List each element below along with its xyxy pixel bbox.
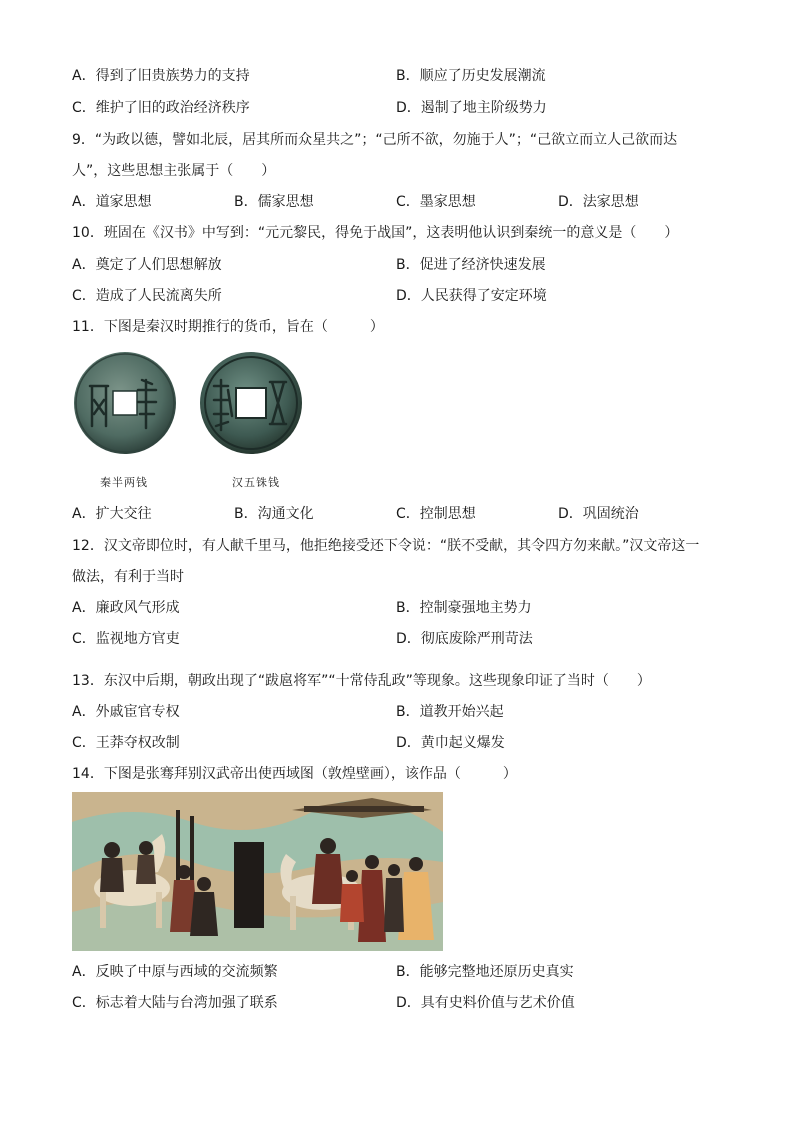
q10-option-b[interactable]: B．促进了经济快速发展 [396, 257, 546, 273]
q10-stem-line1: 10．班固在《汉书》中写到：“元元黎民，得免于战国”，这表明他认识到秦统一的意义是（ ） [72, 225, 679, 241]
zhangqian-mural-image [72, 792, 443, 951]
q14-option-b[interactable]: B．能够完整地还原历史真实 [396, 964, 574, 980]
q13-stem-line1: 13．东汉中后期，朝政出现了“跋扈将军”“十常侍乱政”等现象。这些现象印证了当时（ ） [72, 673, 651, 689]
han-wuzhu-coin-image [198, 350, 304, 456]
q13-option-d[interactable]: D．黄巾起义爆发 [396, 735, 505, 751]
q11-stem-line1: 11．下图是秦汉时期推行的货币，旨在（ ） [72, 319, 384, 335]
q8-option-a[interactable]: A．得到了旧贵族势力的支持 [72, 68, 250, 84]
q14-option-c[interactable]: C．标志着大陆与台湾加强了联系 [72, 995, 278, 1011]
q11-option-b[interactable]: B．沟通文化 [234, 506, 314, 522]
q13-option-b[interactable]: B．道教开始兴起 [396, 704, 504, 720]
q12-stem-line1: 12．汉文帝即位时，有人献千里马，他拒绝接受还下令说：“朕不受献，其令四方勿来献。”汉文帝这一 [72, 538, 700, 554]
q9-option-a[interactable]: A．道家思想 [72, 194, 152, 210]
q9-option-b[interactable]: B．儒家思想 [234, 194, 314, 210]
han-wuzhu-caption: 汉五铢钱 [232, 476, 280, 489]
q9-stem-line1: 9．“为政以德，譬如北辰，居其所而众星共之”；“己所不欲，勿施于人”；“己欲立而立人己欲而达 [72, 132, 678, 148]
q13-option-c[interactable]: C．王莽夺权改制 [72, 735, 180, 751]
q10-option-c[interactable]: C．造成了人民流离失所 [72, 288, 222, 304]
q14-option-d[interactable]: D．具有史料价值与艺术价值 [396, 995, 575, 1011]
q8-option-b[interactable]: B．顺应了历史发展潮流 [396, 68, 546, 84]
q8-option-c[interactable]: C．维护了旧的政治经济秩序 [72, 100, 250, 116]
qin-banliang-caption: 秦半两钱 [100, 476, 148, 489]
q10-option-a[interactable]: A．奠定了人们思想解放 [72, 257, 222, 273]
q13-option-a[interactable]: A．外戚宦官专权 [72, 704, 180, 720]
q14-stem-line1: 14．下图是张骞拜别汉武帝出使西域图（敦煌壁画），该作品（ ） [72, 766, 517, 782]
q9-option-c[interactable]: C．墨家思想 [396, 194, 476, 210]
q9-stem-line2: 人”，这些思想主张属于（ ） [72, 163, 276, 179]
q14-option-a[interactable]: A．反映了中原与西域的交流频繁 [72, 964, 278, 980]
q11-option-a[interactable]: A．扩大交往 [72, 506, 152, 522]
q8-option-d[interactable]: D．遏制了地主阶级势力 [396, 100, 547, 116]
q10-option-d[interactable]: D．人民获得了安定环境 [396, 288, 547, 304]
q12-stem-line2: 做法，有利于当时 [72, 569, 184, 585]
q9-option-d[interactable]: D．法家思想 [558, 194, 639, 210]
q12-option-b[interactable]: B．控制豪强地主势力 [396, 600, 532, 616]
q11-option-c[interactable]: C．控制思想 [396, 506, 476, 522]
q12-option-a[interactable]: A．廉政风气形成 [72, 600, 180, 616]
q12-option-c[interactable]: C．监视地方官吏 [72, 631, 180, 647]
qin-banliang-coin-image [72, 350, 178, 456]
q11-option-d[interactable]: D．巩固统治 [558, 506, 639, 522]
q12-option-d[interactable]: D．彻底废除严刑苛法 [396, 631, 533, 647]
